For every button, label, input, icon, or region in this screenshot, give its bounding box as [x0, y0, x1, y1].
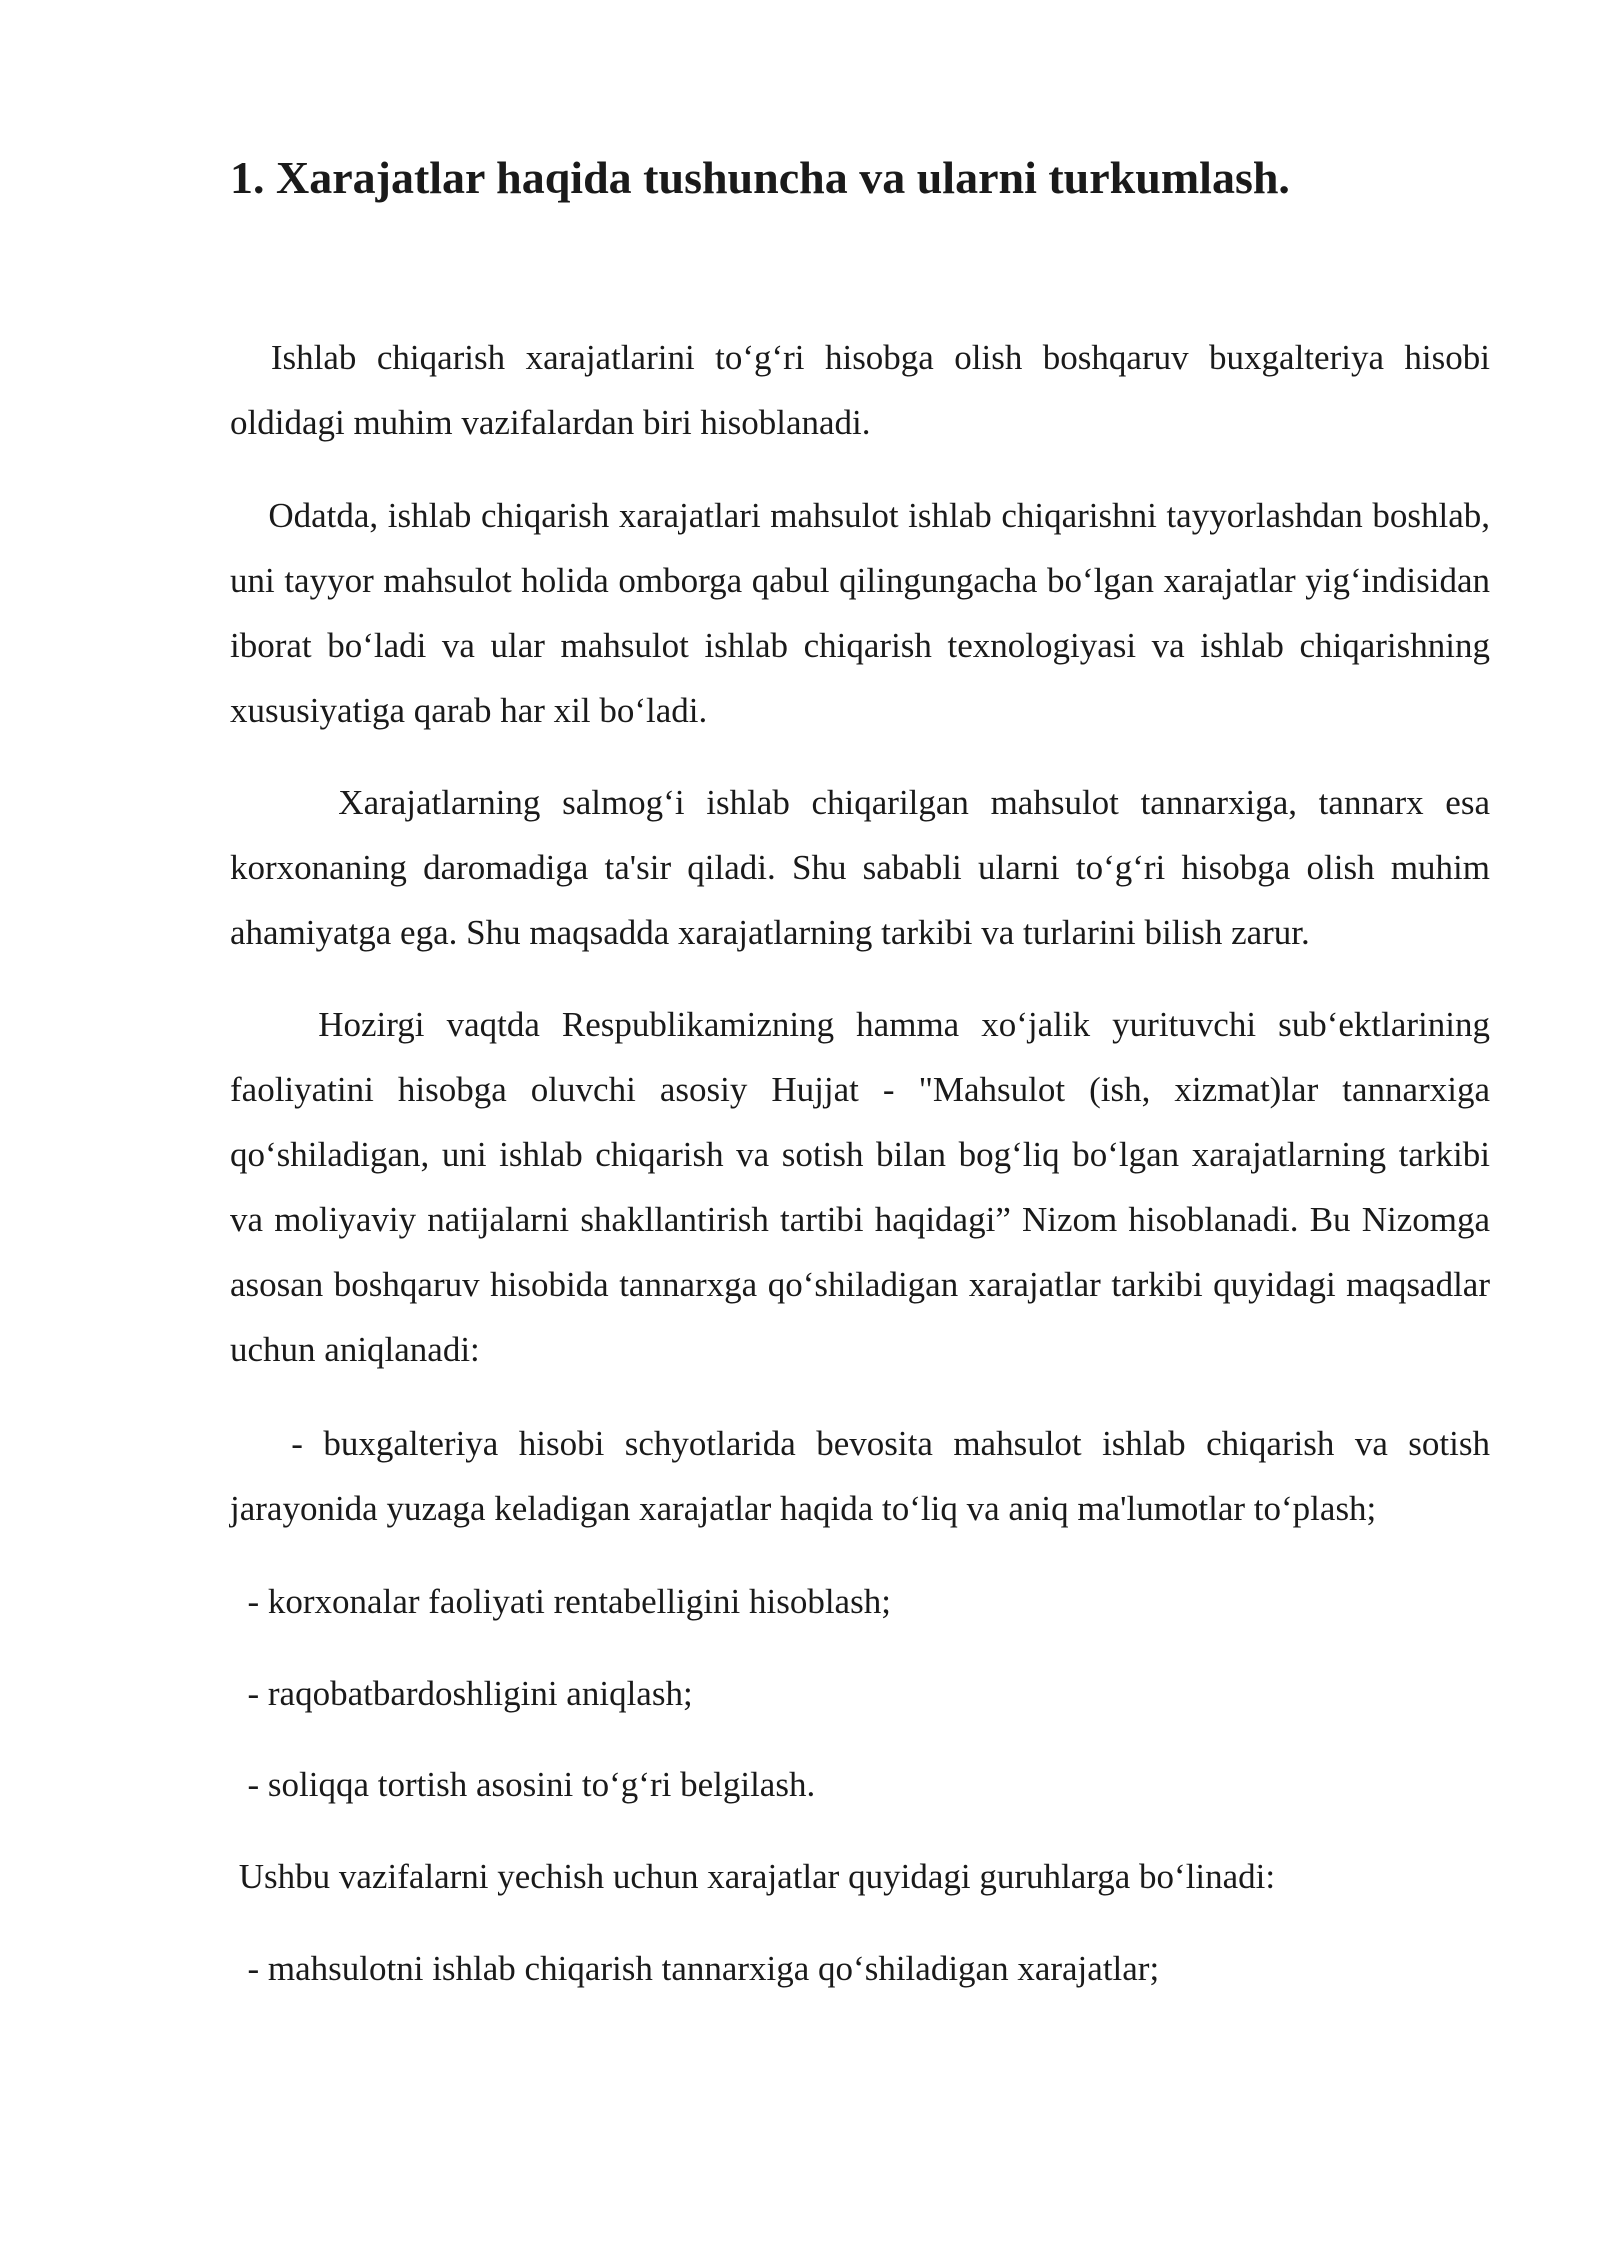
list-item-profitability: - korxonalar faoliyati rentabelligini hisoblash;: [230, 1582, 891, 1621]
list-item-taxation: - soliqqa tortish asosini to‘g‘ri belgilash.: [230, 1765, 816, 1804]
paragraph-costs-definition: Odatda, ishlab chiqarish xarajatlari mahsulot ishlab chiqarishni tayyorlashdan boshlab, uni tayyor mahsulot holida omborga qabul qilingungacha bo‘lgan xarajatlar yig‘indisidan iborat bo‘ladi va ular mahsulot ishlab chiqarish texnologiyasi va ishlab chiqarishning xususiyatiga qarab har xil bo‘ladi.: [230, 496, 1490, 730]
section-title: 1. Xarajatlar haqida tushuncha va ularni turkumlash.: [230, 152, 1290, 203]
paragraph-groups-intro: Ushbu vazifalarni yechish uchun xarajatlar quyidagi guruhlarga bo‘linadi:: [230, 1857, 1276, 1896]
paragraph-costs-share: Xarajatlarning salmog‘i ishlab chiqarilgan mahsulot tannarxiga, tannarx esa korxonaning daromadiga ta'sir qiladi. Shu sababli ularni to‘g‘ri hisobga olish muhim ahamiyatga ega. Shu maqsadda xarajatlarning tarkibi va turlarini bilish zarur.: [230, 783, 1490, 952]
list-item-production-costs: - mahsulotni ishlab chiqarish tannarxiga qo‘shiladigan xarajatlar;: [230, 1949, 1160, 1988]
list-item-accounting: - buxgalteriya hisobi schyotlarida bevosita mahsulot ishlab chiqarish va sotish jarayonida yuzaga keladigan xarajatlar haqida to‘liq va aniq ma'lumotlar to‘plash;: [230, 1424, 1490, 1528]
paragraph-regulation: Hozirgi vaqtda Respublikamizning hamma xo‘jalik yurituvchi sub‘ektlarining faoliyatini hisobga oluvchi asosiy Hujjat - "Mahsulot (ish, xizmat)lar tannarxiga qo‘shiladigan, uni ishlab chiqarish va sotish bilan bog‘liq bo‘lgan xarajatlarning tarkibi va moliyaviy natijalarni shakllantirish tartibi haqidagi” Nizom hisoblanadi. Bu Nizomga asosan boshqaruv hisobida tannarxga qo‘shiladigan xarajatlar tarkibi quyidagi maqsadlar uchun aniqlanadi:: [230, 1005, 1490, 1369]
list-item-competitiveness: - raqobatbardoshligini aniqlash;: [230, 1674, 693, 1713]
paragraph-intro: Ishlab chiqarish xarajatlarini to‘g‘ri hisobga olish boshqaruv buxgalteriya hisobi oldidagi muhim vazifalardan biri hisoblanadi.: [230, 338, 1490, 442]
